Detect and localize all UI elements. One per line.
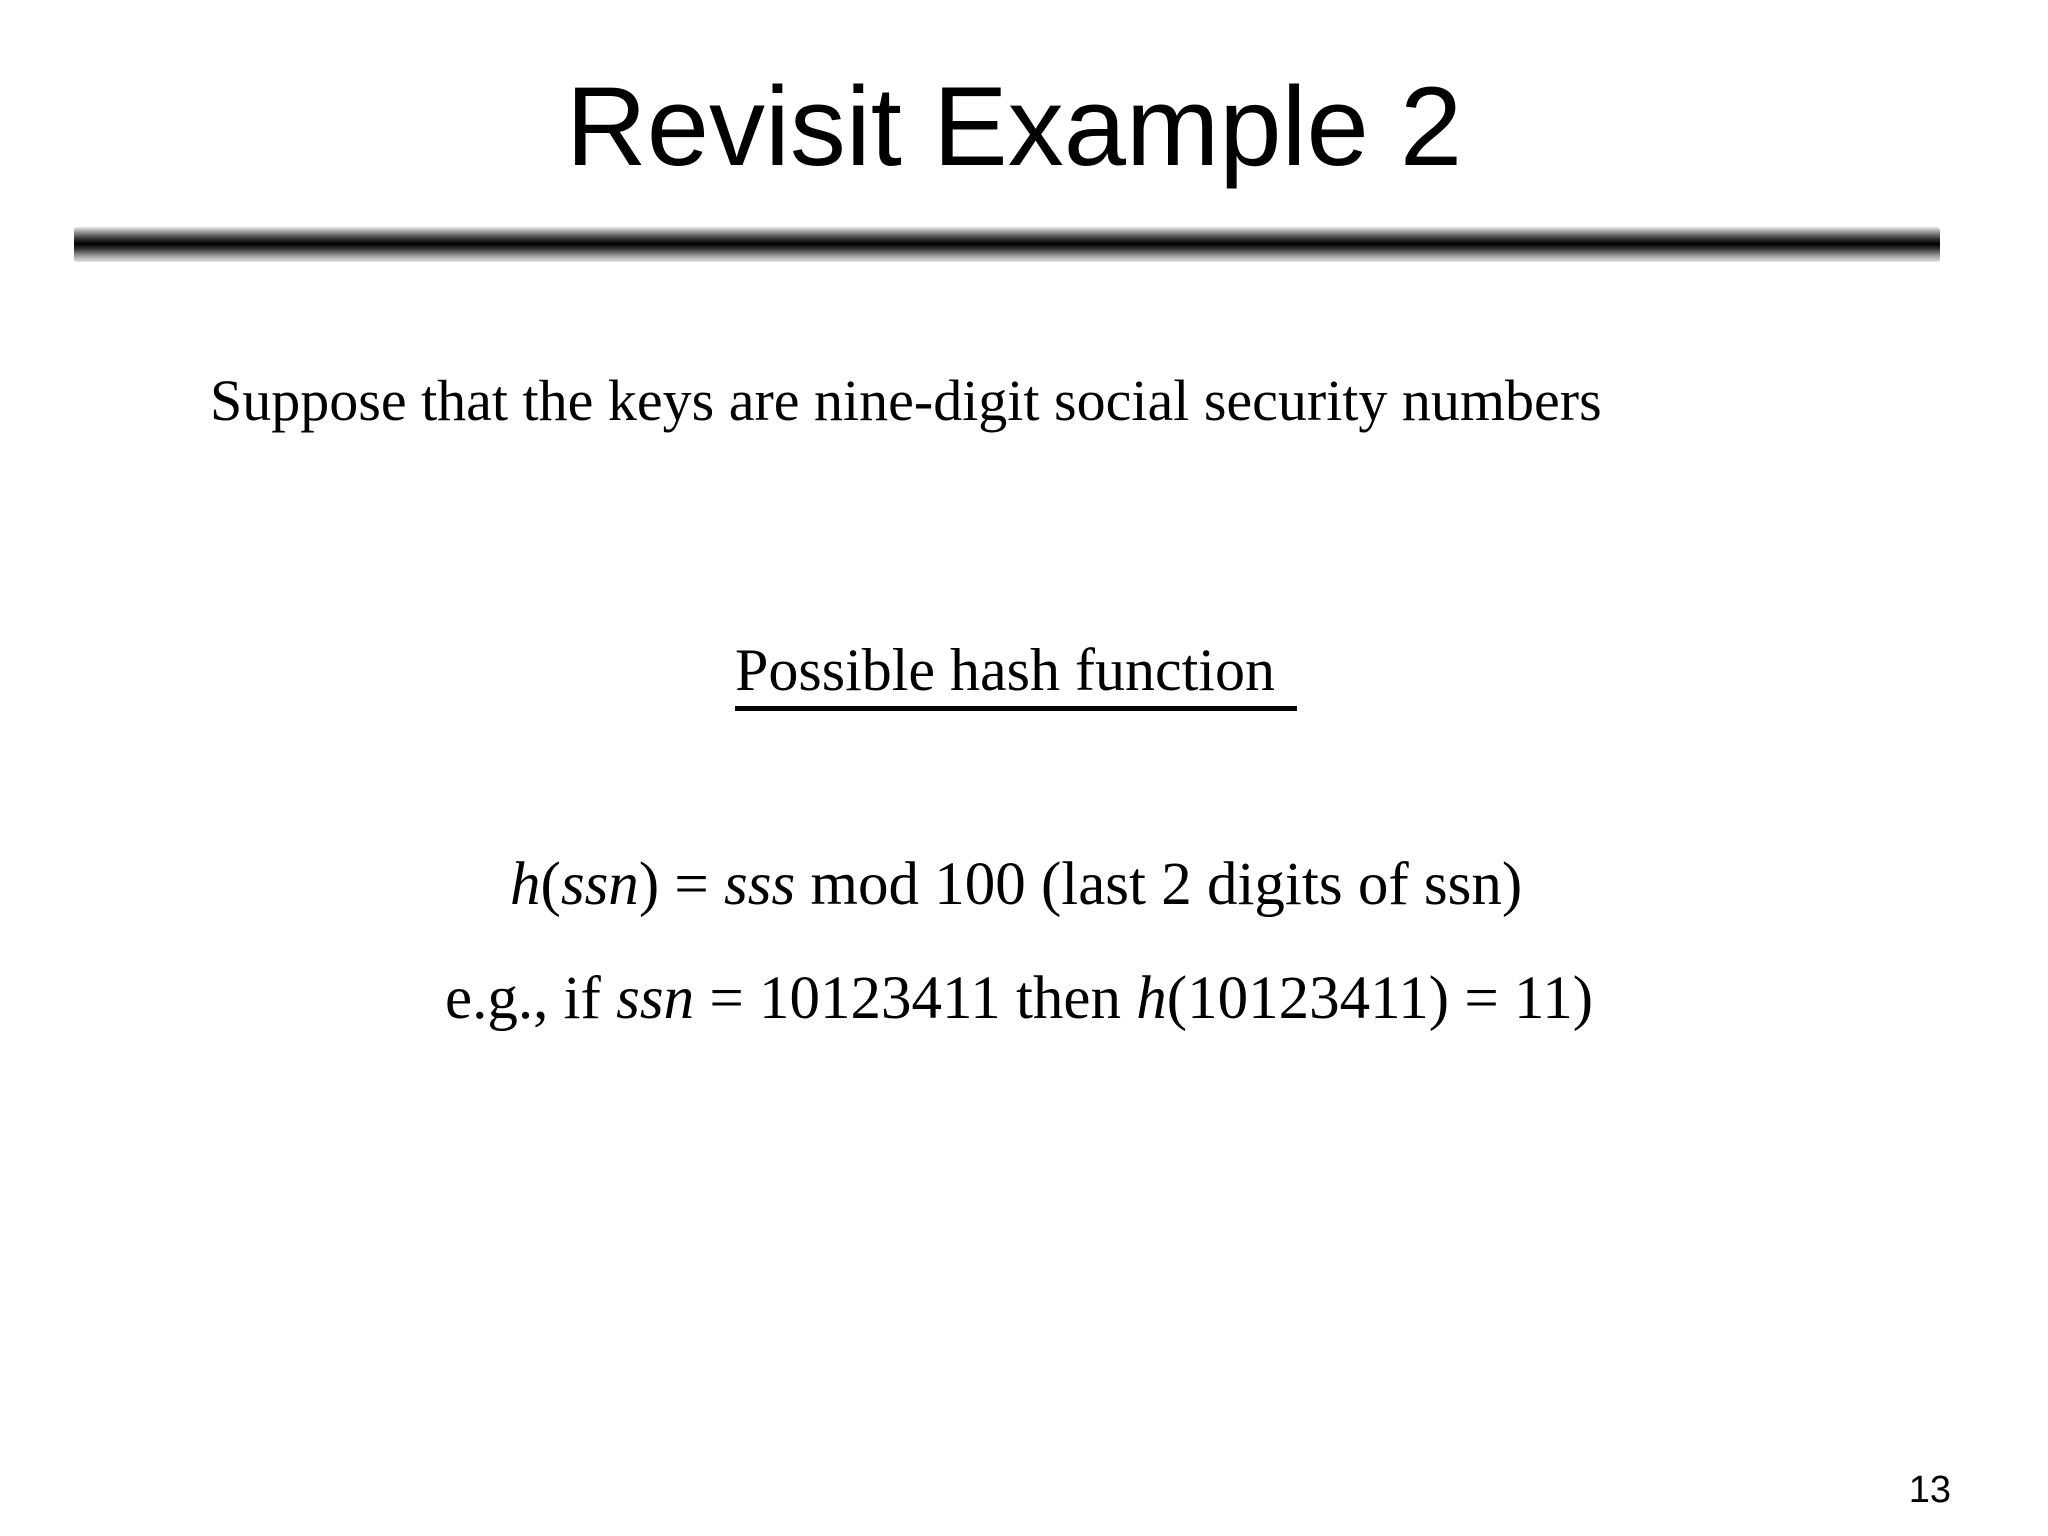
example-variable: ssn xyxy=(616,965,695,1032)
formula-argument: ssn xyxy=(560,851,639,918)
intro-text: Suppose that the keys are nine-digit social security numbers xyxy=(210,368,1602,433)
formula-open-paren: ( xyxy=(540,851,561,918)
example-suffix: (10123411) = 11) xyxy=(1166,965,1594,1032)
formula-variable: sss xyxy=(724,851,796,918)
title-divider xyxy=(74,227,1940,262)
example-middle: = 10123411 then xyxy=(694,965,1137,1032)
hash-example xyxy=(445,962,1593,1036)
example-function-name: h xyxy=(1136,965,1167,1032)
formula-close-paren: ) xyxy=(638,851,660,918)
formula-equals: = xyxy=(659,851,725,918)
page-number: 13 xyxy=(1908,1469,1951,1511)
slide-title: Revisit Example 2 xyxy=(565,64,1463,189)
hash-function-subheading: Possible hash function xyxy=(735,634,1297,711)
formula-rest: mod 100 (last 2 digits of ssn) xyxy=(795,851,1523,918)
example-prefix: e.g., if xyxy=(445,965,617,1032)
hash-formula xyxy=(510,848,1522,922)
formula-function-name: h xyxy=(510,851,541,918)
